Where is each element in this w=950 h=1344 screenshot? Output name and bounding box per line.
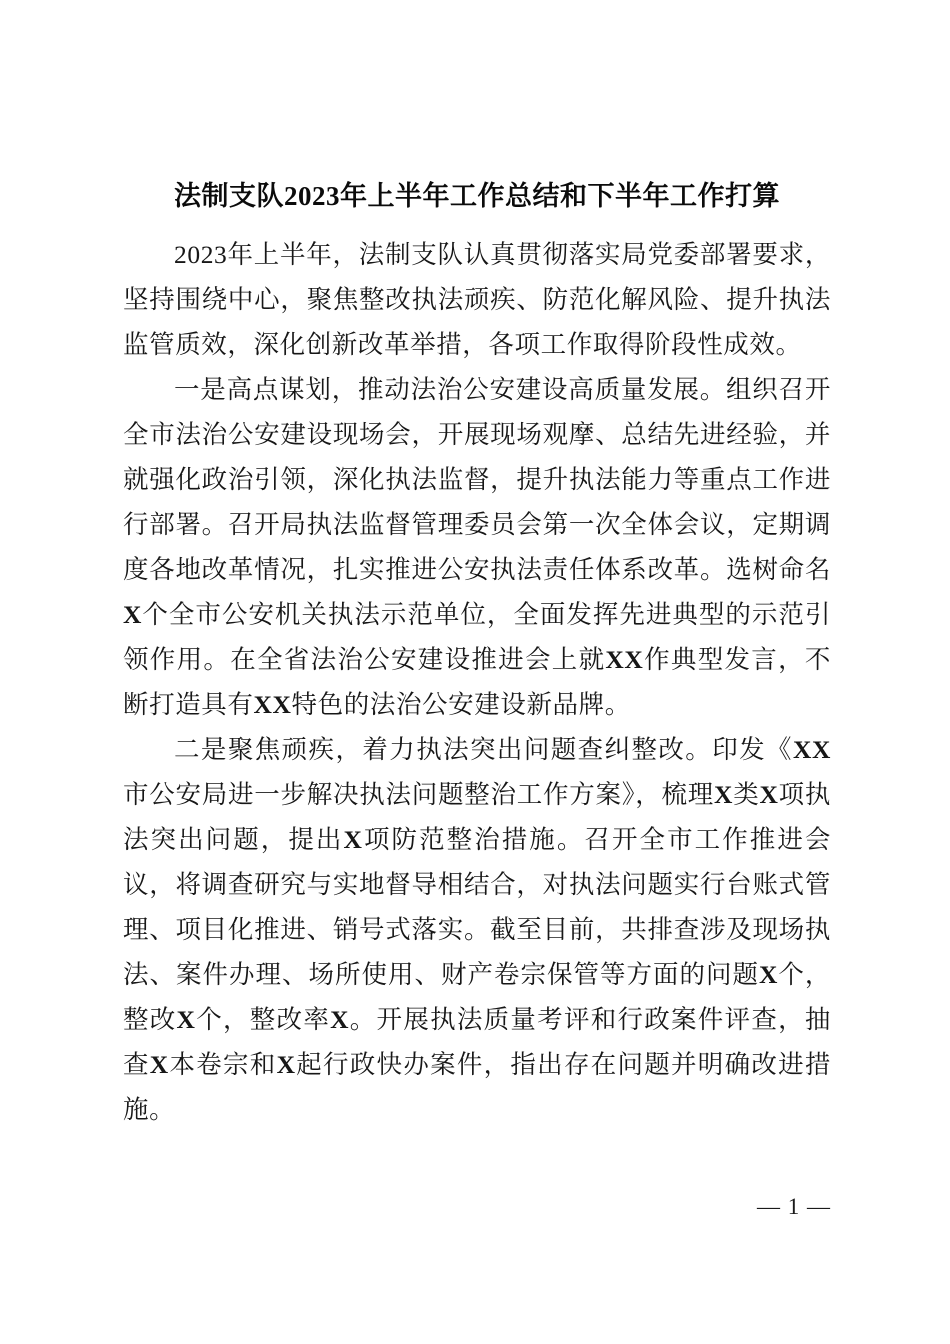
paragraph-point-one: 一是高点谋划，推动法治公安建设高质量发展。组织召开全市法治公安建设现场会，开展现场观摩、总结先进经验，并就强化政治引领，深化执法监督，提升执法能力等重点工作进行部署。召开局执法监督管理委员会第一次全体会议，定期调度各地改革情况，扎实推进公安执法责任体系改革。选树命名X个全市公安机关执法示范单位，全面发挥先进典型的示范引领作用。在全省法治公安建设推进会上就XX作典型发言，不断打造具有XX特色的法治公安建设新品牌。 xyxy=(123,375,831,719)
page-number-footer: — 1 — xyxy=(757,1194,831,1219)
paragraph-point-two: 二是聚焦顽疾，着力执法突出问题查纠整改。印发《XX市公安局进一步解决执法问题整治工作方案》，梳理X类X项执法突出问题，提出X项防范整治措施。召开全市工作推进会议，将调查研究与实地督导相结合，对执法问题实行台账式管理、项目化推进、销号式落实。截至目前，共排查涉及现场执法、案件办理、场所使用、财产卷宗保管等方面的问题X个，整改X个，整改率X。开展执法质量考评和行政案件评查，抽查X本卷宗和X起行政快办案件，指出存在问题并明确改进措施。 xyxy=(123,735,831,1124)
page-title: 法制支队2023年上半年工作总结和下半年工作打算 xyxy=(174,181,780,211)
document-body xyxy=(123,176,831,1132)
paragraph-intro: 2023年上半年，法制支队认真贯彻落实局党委部署要求，坚持围绕中心，聚焦整改执法顽疾、防范化解风险、提升执法监管质效，深化创新改革举措，各项工作取得阶段性成效。 xyxy=(123,240,831,359)
